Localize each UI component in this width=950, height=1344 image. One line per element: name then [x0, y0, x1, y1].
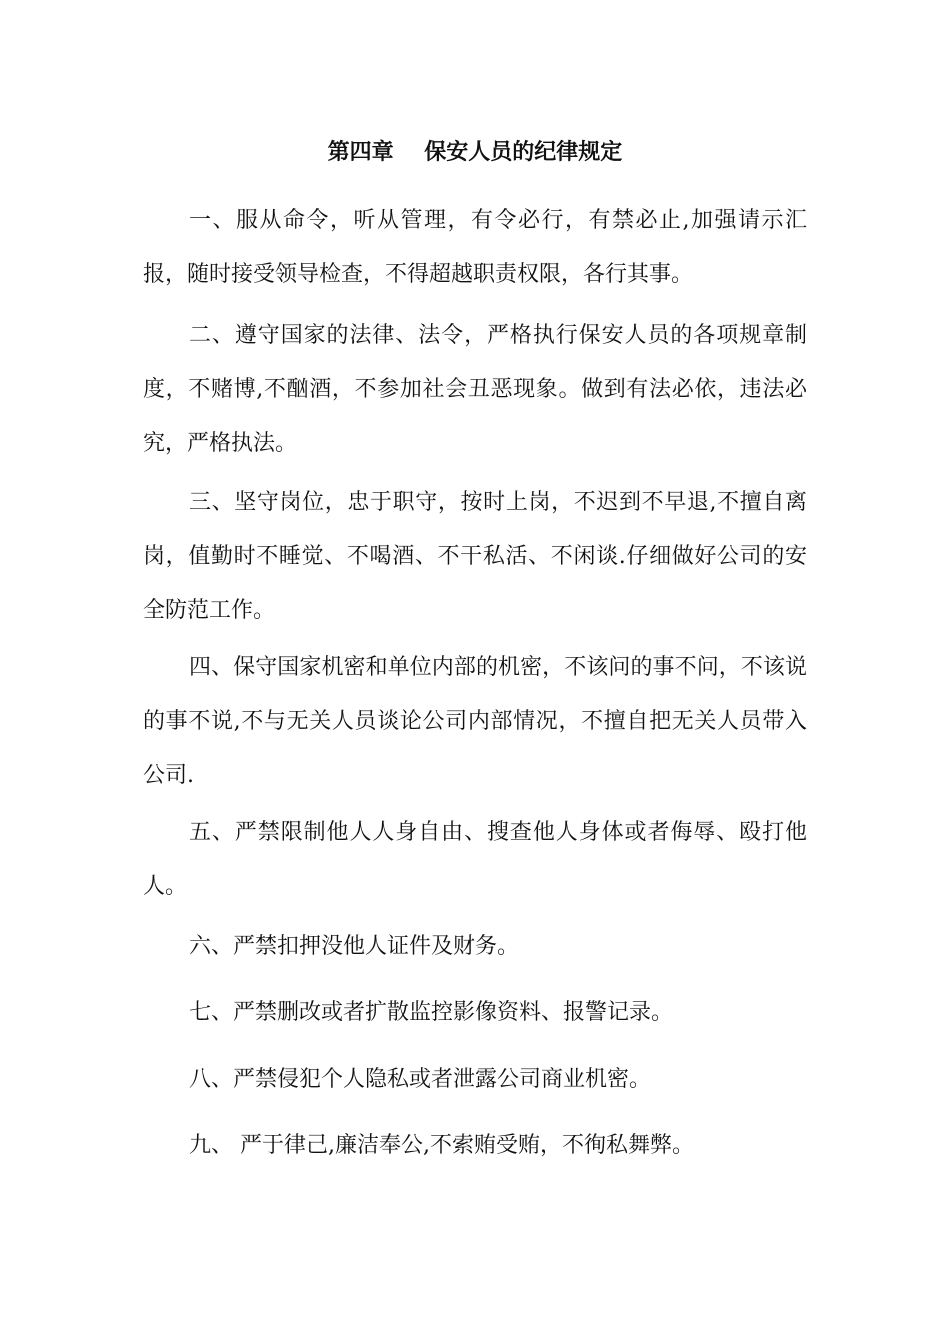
rule-paragraph-3: 三、坚守岗位，忠于职守，按时上岗，不迟到不早退,不擅自离岗，值勤时不睡觉、不喝酒、不干私活、不闲谈.仔细做好公司的安全防范工作。 [143, 490, 807, 623]
rule-paragraph-1: 一、服从命令，听从管理，有令必行，有禁必止,加强请示汇报，随时接受领导检查，不得超越职责权限，各行其事。 [143, 208, 807, 287]
rule-paragraph-4: 四、保守国家机密和单位内部的机密，不该问的事不问，不该说的事不说,不与无关人员谈论公司内部情况，不擅自把无关人员带入公司. [143, 655, 807, 788]
rule-paragraph-6: 六、严禁扣押没他人证件及财务。 [189, 934, 520, 959]
rule-paragraph-8: 八、严禁侵犯个人隐私或者泄露公司商业机密。 [189, 1067, 652, 1092]
rule-paragraph-2: 二、遵守国家的法律、法令，严格执行保安人员的各项规章制度，不赌博,不酗酒，不参加社会丑恶现象。做到有法必依，违法必究，严格执法。 [143, 323, 807, 456]
rule-paragraph-5: 五、严禁限制他人人身自由、搜查他人身体或者侮辱、殴打他人。 [143, 820, 807, 899]
rule-paragraph-7: 七、严禁删改或者扩散监控影像资料、报警记录。 [189, 1000, 674, 1025]
rule-paragraph-9: 九、 严于律己,廉洁奉公,不索贿受贿，不徇私舞弊。 [189, 1133, 694, 1158]
chapter-title: 第四章 保安人员的纪律规定 [327, 139, 623, 165]
